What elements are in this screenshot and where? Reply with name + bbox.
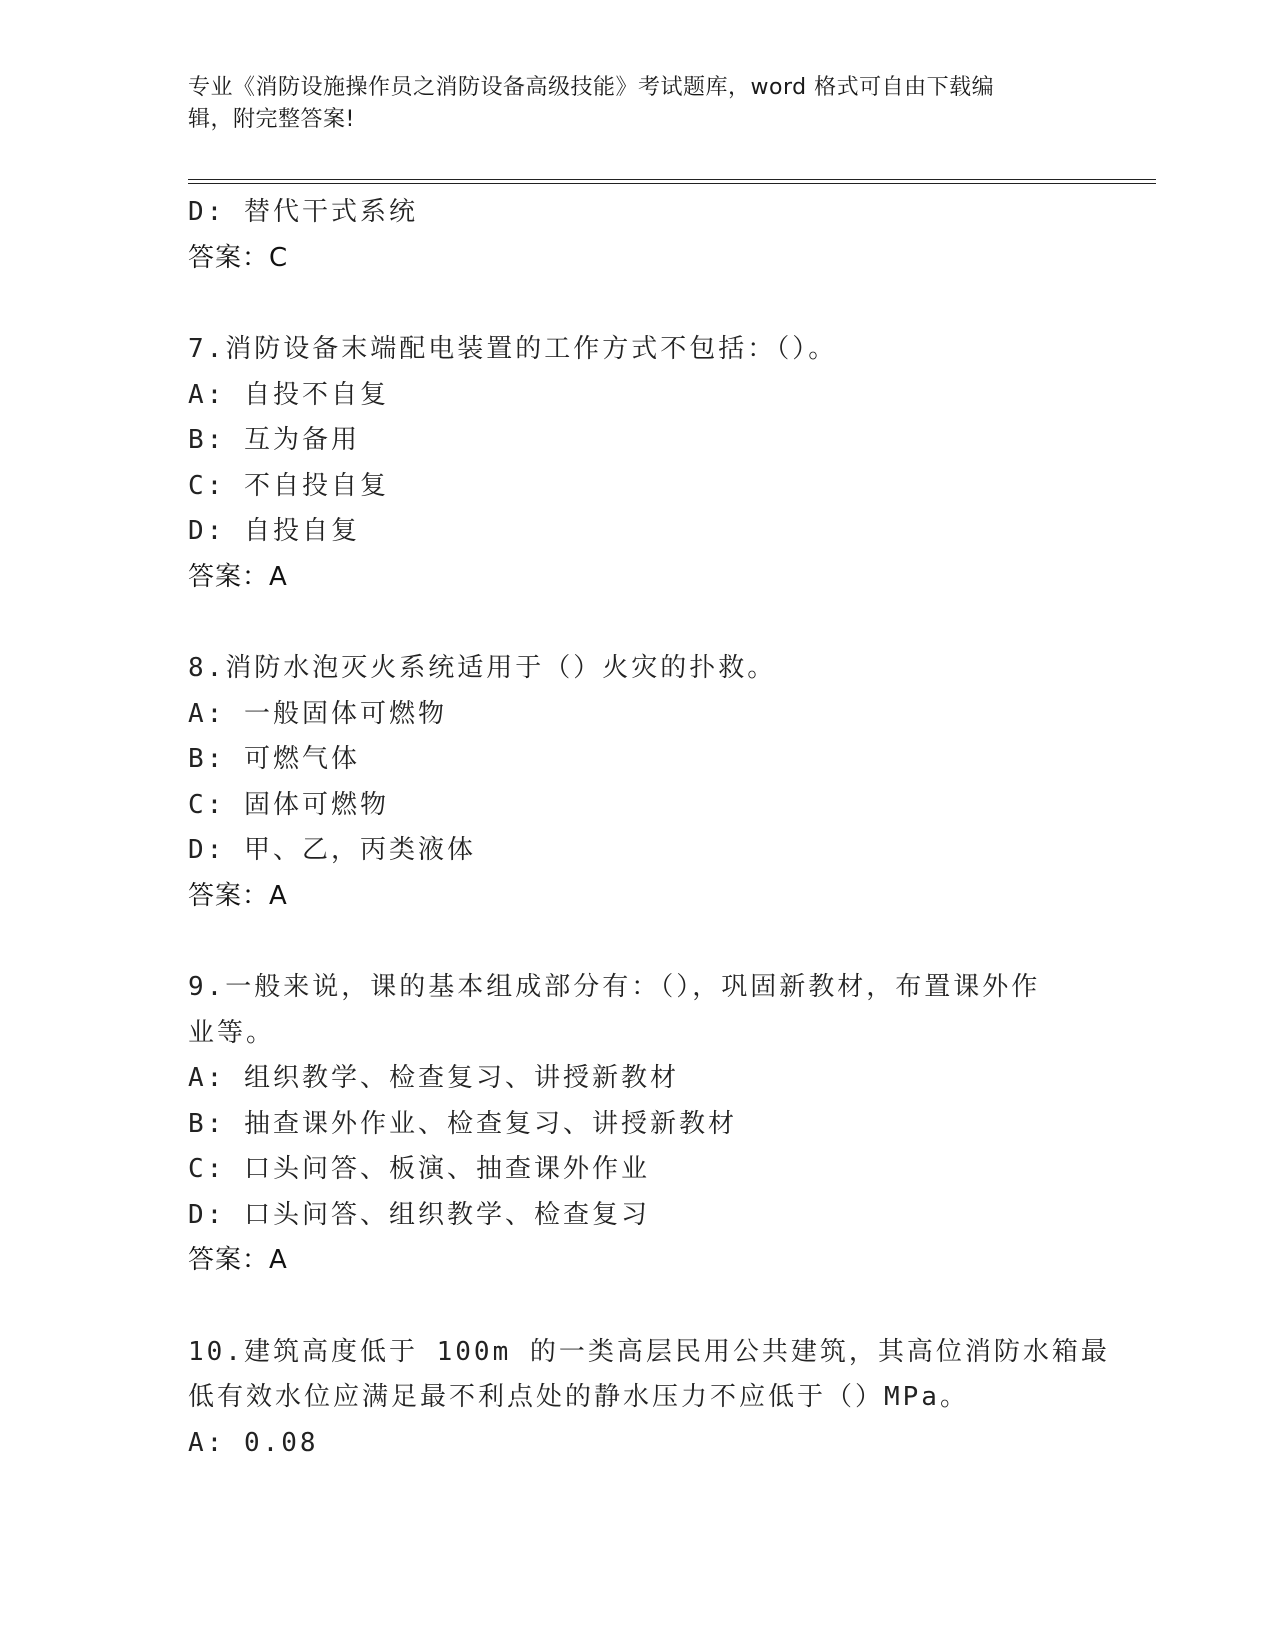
question-10-stem-line-2: 低有效水位应满足最不利点处的静水压力不应低于（）MPa。 [188,1382,969,1412]
question-list [188,190,1110,1466]
question-9-option-a: A: 组织教学、检查复习、讲授新教材 [188,1063,679,1093]
question-9-option-d: D: 口头问答、组织教学、检查复习 [188,1199,650,1230]
spacer [188,600,1068,646]
question-9-option-c: C: 口头问答、板演、抽查课外作业 [188,1154,650,1184]
question-7-option-d: D: 自投自复 [188,516,360,546]
spacer [188,1284,1068,1330]
question-8-option-c: C: 固体可燃物 [188,789,389,820]
question-9-option-b: B: 抽查课外作业、检查复习、讲授新教材 [188,1108,737,1139]
question-8-answer: 答案：A [188,880,288,911]
spacer [188,281,1068,327]
question-7-option-c: C: 不自投自复 [188,470,389,501]
header-rule-bottom [188,183,1156,184]
question-9-answer: 答案：A [188,1245,288,1275]
question-7 [188,327,1068,600]
question-7-answer: 答案：A [188,561,288,592]
question-6 [188,190,1068,281]
question-9 [188,965,1068,1284]
question-7-option-a: A: 自投不自复 [188,379,389,410]
question-6-option-d: D: 替代干式系统 [188,197,418,227]
question-10 [188,1330,1110,1467]
question-8-stem: 8.消防水泡灭火系统适用于（）火灾的扑救。 [188,653,777,683]
question-10-option-a: A: 0.08 [188,1427,319,1458]
question-7-option-b: B: 互为备用 [188,425,360,455]
question-9-stem-line-1: 9.一般来说，课的基本组成部分有：（），巩固新教材，布置课外作 [188,972,1041,1002]
document-header [188,72,1068,136]
question-8-option-a: A: 一般固体可燃物 [188,698,447,729]
question-9-stem-line-2: 业等。 [188,1017,276,1048]
question-10-stem-line-1: 10.建筑高度低于 100m 的一类高层民用公共建筑，其高位消防水箱最 [188,1336,1110,1367]
header-line-1: 专业《消防设施操作员之消防设备高级技能》考试题库，word 格式可自由下载编 [188,75,995,100]
question-8-option-b: B: 可燃气体 [188,744,360,774]
question-8 [188,646,1068,919]
spacer [188,919,1068,965]
question-6-answer: 答案：C [188,242,289,273]
question-8-option-d: D: 甲、乙，丙类液体 [188,835,476,865]
header-rule-top [188,179,1156,180]
question-7-stem: 7.消防设备末端配电装置的工作方式不包括：（）。 [188,334,838,364]
header-line-2: 辑，附完整答案! [188,107,355,132]
